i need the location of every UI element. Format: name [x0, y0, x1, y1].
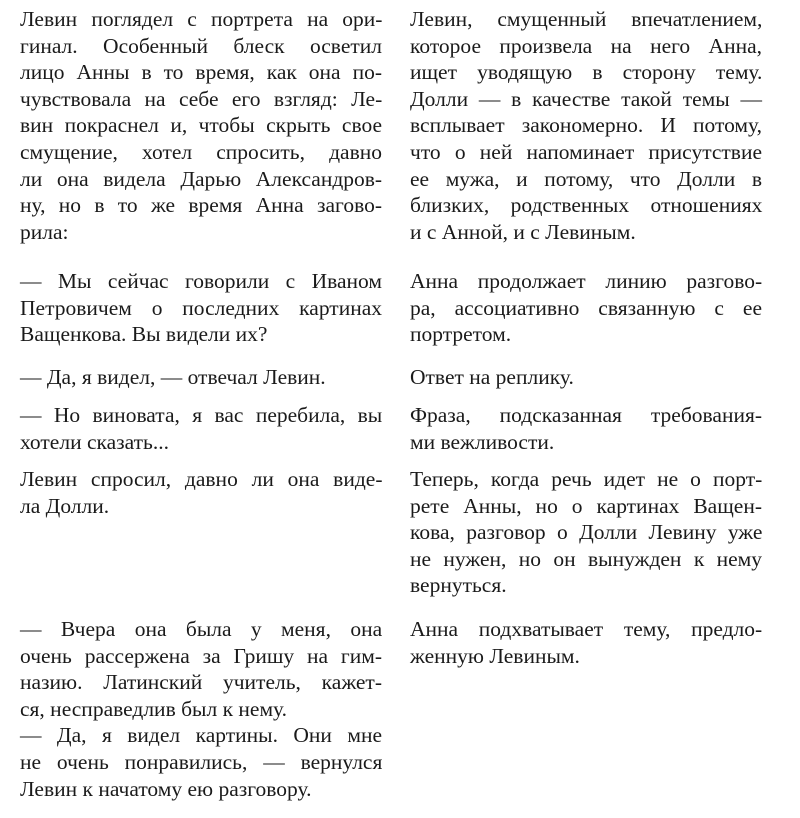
text-line: Ващенкова. Вы видели их?	[20, 322, 268, 347]
text-line: Левин к начатому ею разговору.	[20, 776, 312, 801]
text-line: Фраза, подсказанная требования-	[410, 403, 762, 427]
commentary-paragraph	[410, 6, 762, 245]
commentary-paragraph	[410, 364, 762, 391]
text-line: гинал. Особенный блеск осветил	[20, 33, 382, 58]
text-line: вернуться.	[410, 573, 507, 598]
text-line: и с Анной, и с Левиным.	[410, 219, 636, 244]
text-line: — Да, я видел, — отвечал Левин.	[20, 365, 326, 389]
text-line: — Но виновата, я вас перебила, вы	[20, 403, 383, 427]
text-line: Ответ на реплику.	[410, 365, 574, 389]
text-line: Левин, смущенный впечатлением,	[410, 7, 763, 31]
commentary-paragraph	[410, 466, 762, 599]
text-line: что о ней напоминает присутствие	[410, 139, 762, 164]
text-line: ла Долли.	[20, 493, 110, 518]
commentary-paragraph	[410, 268, 762, 348]
text-line: всплывает закономерно. И потому,	[410, 113, 762, 138]
text-line: Теперь, когда речь идет не о порт-	[410, 467, 763, 491]
source-text-paragraph	[20, 268, 382, 348]
text-line: рете Анны, но о картинах Ващен-	[410, 493, 762, 518]
text-line: — Вчера она была у меня, она	[20, 617, 383, 641]
text-line: ищет уводящую в сторону тему.	[410, 60, 763, 85]
text-line: близких, родственных отношениях	[410, 193, 763, 218]
text-line: ее мужа, и потому, что Долли в	[410, 166, 762, 191]
text-line: Левин поглядел с портрета на ори-	[20, 7, 383, 31]
text-line: не очень понравились, — вернулся	[20, 749, 383, 774]
text-line: очень рассержена за Гришу на гим-	[20, 643, 382, 668]
text-line: вин покраснел и, чтобы скрыть свое	[20, 113, 382, 138]
text-line: лицо Анны в то время, как она по-	[20, 60, 382, 85]
text-line: Анна подхватывает тему, предло-	[410, 617, 763, 641]
text-line: которое произвела на него Анна,	[410, 33, 762, 58]
commentary-paragraph	[410, 402, 762, 455]
text-line: ли она видела Дарью Александров-	[20, 166, 383, 191]
commentary-paragraph	[410, 616, 762, 669]
text-line: Петровичем о последних картинах	[20, 295, 382, 320]
text-line: женную Левиным.	[410, 643, 580, 668]
text-line: ра, ассоциативно связанную с ее	[410, 295, 762, 320]
text-line: смущение, хотел спросить, давно	[20, 139, 382, 164]
text-line: не нужен, но он вынужден к нему	[410, 546, 763, 571]
source-text-paragraph	[20, 402, 382, 455]
source-text-paragraph	[20, 364, 382, 391]
text-line: портретом.	[410, 322, 512, 347]
text-line: ну, но в то же время Анна загово-	[20, 193, 382, 218]
text-line: Левин спросил, давно ли она виде-	[20, 467, 383, 491]
text-line: ми вежливости.	[410, 429, 555, 454]
text-line: Анна продолжает линию разгово-	[410, 269, 763, 293]
text-line: — Мы сейчас говорили с Иваном	[20, 269, 382, 293]
text-line: чувствовала на себе его взгляд: Ле-	[20, 86, 383, 111]
source-text-paragraph	[20, 616, 382, 802]
source-text-paragraph	[20, 466, 382, 519]
text-line: Долли — в качестве такой темы —	[410, 86, 762, 111]
text-line: — Да, я видел картины. Они мне	[20, 723, 382, 748]
source-text-paragraph	[20, 6, 382, 245]
text-line: кова, разговор о Долли Левину уже	[410, 520, 763, 545]
text-line: назию. Латинский учитель, кажет-	[20, 670, 382, 695]
text-line: ся, несправедлив был к нему.	[20, 696, 288, 721]
text-line: хотели сказать...	[20, 429, 169, 454]
text-line: рила:	[20, 219, 69, 244]
